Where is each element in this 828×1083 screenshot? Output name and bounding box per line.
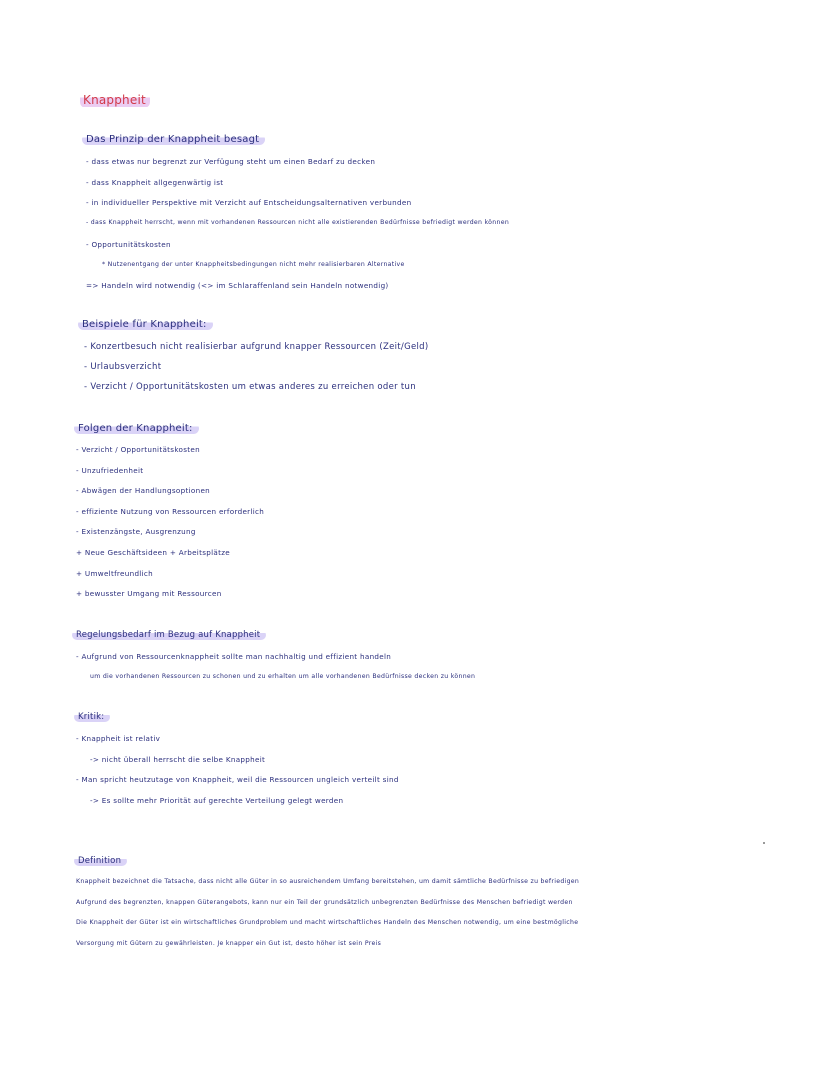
folgen-line-4: - effiziente Nutzung von Ressourcen erforderlich xyxy=(76,507,265,516)
stray-dot xyxy=(763,842,765,844)
folgen-line-1: - Verzicht / Opportunitätskosten xyxy=(76,445,200,454)
regelung-line-2: um die vorhandenen Ressourcen zu schonen und zu erhalten um alle vorhandenen Bedürfnisse decken zu können xyxy=(90,673,476,680)
kritik-line-3: - Man spricht heutzutage von Knappheit, weil die Ressourcen ungleich verteilt sind xyxy=(76,775,399,784)
page-title: Knappheit xyxy=(80,92,150,108)
prinzip-line-2: - dass Knappheit allgegenwärtig ist xyxy=(86,178,224,187)
beispiele-line-1: - Konzertbesuch nicht realisierbar aufgrund knapper Ressourcen (Zeit/Geld) xyxy=(84,342,429,352)
folgen-line-5: - Existenzängste, Ausgrenzung xyxy=(76,527,196,536)
prinzip-line-4: - dass Knappheit herrscht, wenn mit vorhandenen Ressourcen nicht alle existierenden Bedürfnisse befriedigt werden können xyxy=(86,219,510,226)
prinzip-line-3: - in individueller Perspektive mit Verzicht auf Entscheidungsalternativen verbunden xyxy=(86,198,412,207)
folgen-line-2: - Unzufriedenheit xyxy=(76,466,144,475)
heading-kritik: Kritik: xyxy=(74,712,110,722)
definition-line-2: Aufgrund des begrenzten, knappen Güterangebots, kann nur ein Teil der grundsätzlich unbegrenzten Bedürfnisse des Menschen befriedigt werden xyxy=(76,899,573,906)
prinzip-line-1: - dass etwas nur begrenzt zur Verfügung steht um einen Bedarf zu decken xyxy=(86,157,376,166)
heading-regelung: Regelungsbedarf im Bezug auf Knappheit xyxy=(72,630,266,640)
heading-prinzip: Das Prinzip der Knappheit besagt xyxy=(82,134,265,145)
folgen-line-7: + Umweltfreundlich xyxy=(76,569,154,578)
definition-line-1: Knappheit bezeichnet die Tatsache, dass nicht alle Güter in so ausreichendem Umfang bereitstehen, um damit sämtliche Bedürfnisse zu befriedigen xyxy=(76,878,580,885)
beispiele-line-2: - Urlaubsverzicht xyxy=(84,362,162,372)
kritik-line-4: -> Es sollte mehr Priorität auf gerechte Verteilung gelegt werden xyxy=(90,796,344,805)
prinzip-line-7: => Handeln wird notwendig (<> im Schlaraffenland sein Handeln notwendig) xyxy=(86,281,389,290)
folgen-line-8: + bewusster Umgang mit Ressourcen xyxy=(76,589,222,598)
folgen-line-6: + Neue Geschäftsideen + Arbeitsplätze xyxy=(76,548,231,557)
regelung-line-1: - Aufgrund von Ressourcenknappheit sollte man nachhaltig und effizient handeln xyxy=(76,652,392,661)
prinzip-line-5: - Opportunitätskosten xyxy=(86,240,171,249)
kritik-line-1: - Knappheit ist relativ xyxy=(76,734,161,743)
heading-folgen: Folgen der Knappheit: xyxy=(74,423,199,434)
beispiele-line-3: - Verzicht / Opportunitätskosten um etwas anderes zu erreichen oder tun xyxy=(84,382,416,392)
kritik-line-2: -> nicht überall herrscht die selbe Knappheit xyxy=(90,755,266,764)
folgen-line-3: - Abwägen der Handlungsoptionen xyxy=(76,486,211,495)
definition-line-3: Die Knappheit der Güter ist ein wirtschaftliches Grundproblem und macht wirtschaftliches Handeln des Menschen notwendig, um eine bestmögliche xyxy=(76,919,579,926)
definition-line-4: Versorgung mit Gütern zu gewährleisten. Je knapper ein Gut ist, desto höher ist sein Preis xyxy=(76,940,382,947)
prinzip-line-6: * Nutzenentgang der unter Knappheitsbedingungen nicht mehr realisierbaren Alternative xyxy=(102,261,405,268)
heading-definition: Definition xyxy=(74,856,127,866)
heading-beispiele: Beispiele für Knappheit: xyxy=(78,319,213,330)
